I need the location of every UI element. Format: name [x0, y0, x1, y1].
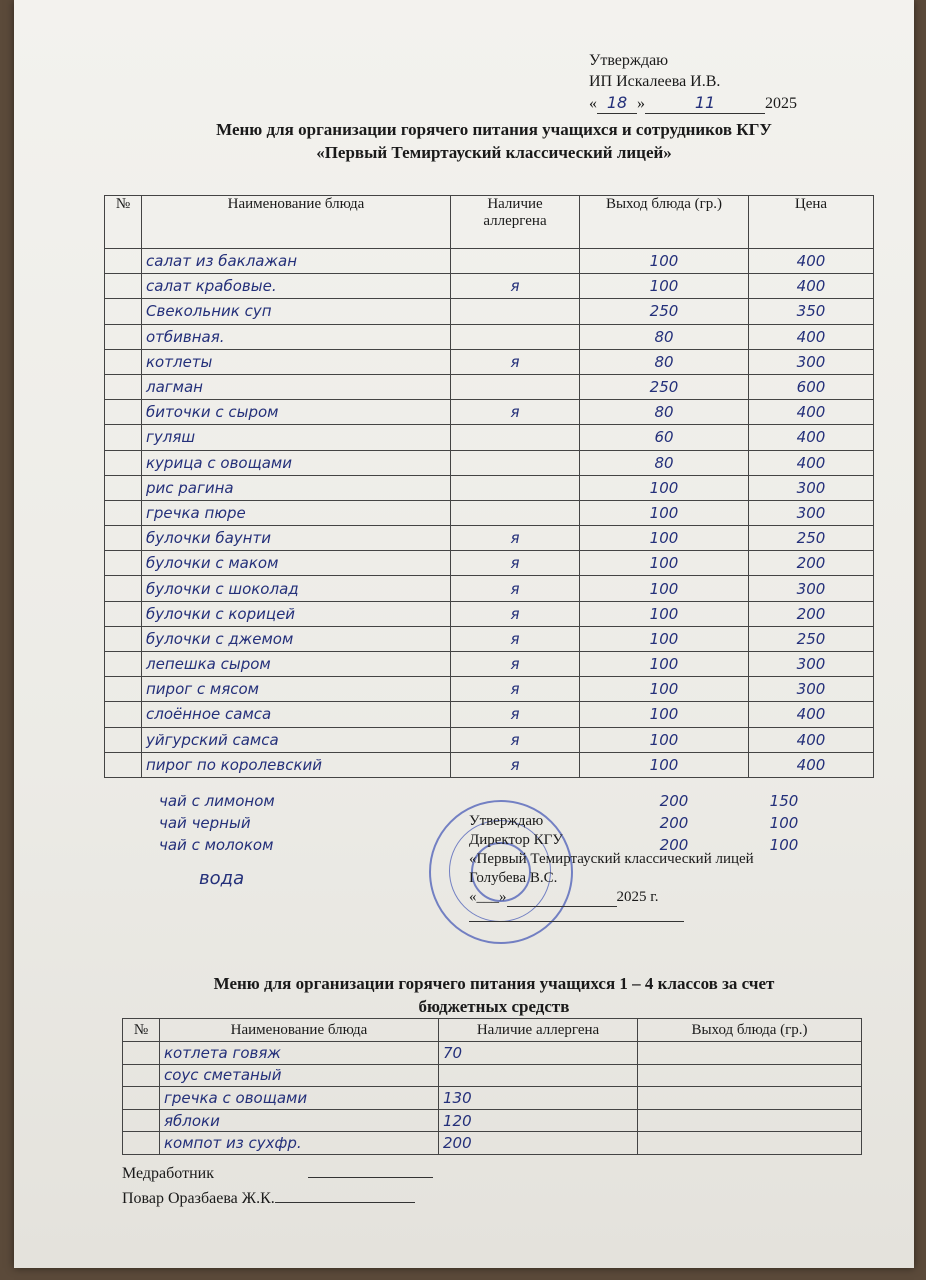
cell-dish-name: курица с овощами	[142, 450, 451, 475]
date-year-bottom: 2025 г.	[616, 889, 659, 905]
cell-yield: 100	[580, 274, 749, 299]
cell-yield	[638, 1132, 862, 1155]
cell-price: 250	[749, 626, 874, 651]
col-number: №	[123, 1019, 160, 1042]
table-row	[105, 551, 874, 576]
cell-dish-name: котлеты	[142, 349, 451, 374]
cell-allergen	[451, 425, 580, 450]
extra-yield: 200	[659, 836, 689, 854]
cell-number	[105, 626, 142, 651]
table-header-row	[105, 196, 874, 249]
approval-block-top	[589, 50, 797, 114]
table-row	[105, 601, 874, 626]
menu-title-2	[124, 972, 864, 1018]
cell-price: 400	[749, 425, 874, 450]
approval-date: « 18 » 11 2025	[589, 93, 797, 112]
cell-yield: 100	[580, 752, 749, 777]
cell-yield: 100	[580, 551, 749, 576]
cell-allergen: 200	[439, 1132, 638, 1155]
cell-number	[123, 1132, 160, 1155]
cell-yield: 100	[580, 249, 749, 274]
cell-yield: 100	[580, 576, 749, 601]
cell-dish-name: отбивная.	[142, 324, 451, 349]
cell-dish-name: гуляш	[142, 425, 451, 450]
cell-number	[105, 374, 142, 399]
cell-allergen: я	[451, 576, 580, 601]
extra-price: 150	[769, 792, 799, 810]
cell-yield: 250	[580, 374, 749, 399]
table-row	[105, 374, 874, 399]
col-dish-name: Наименование блюда	[142, 196, 451, 249]
approver-org: «Первый Темиртауский классический лицей	[469, 851, 754, 867]
menu-title-1-line2: «Первый Темиртауский классический лицей»	[316, 143, 672, 162]
cell-price: 300	[749, 349, 874, 374]
table-row	[105, 299, 874, 324]
cell-number	[105, 349, 142, 374]
table-row	[123, 1042, 862, 1065]
cell-number	[105, 652, 142, 677]
cell-allergen	[451, 500, 580, 525]
cell-price: 300	[749, 652, 874, 677]
cell-yield: 100	[580, 677, 749, 702]
col-price: Цена	[749, 196, 874, 249]
cell-number	[105, 425, 142, 450]
cell-yield	[638, 1087, 862, 1110]
signature-line	[469, 907, 684, 922]
cell-allergen	[451, 374, 580, 399]
medic-label: Медработник	[122, 1165, 214, 1182]
cell-price: 400	[749, 752, 874, 777]
cell-price: 400	[749, 702, 874, 727]
cell-number	[105, 324, 142, 349]
cell-number	[123, 1042, 160, 1065]
extra-yield: 200	[659, 792, 689, 810]
table-row	[123, 1109, 862, 1132]
cell-price: 400	[749, 324, 874, 349]
approval-block-bottom	[469, 812, 754, 922]
cell-allergen: я	[451, 526, 580, 551]
table-header-row	[123, 1019, 862, 1042]
cell-dish-name: гречка пюре	[142, 500, 451, 525]
cell-price: 300	[749, 677, 874, 702]
menu-title-1-line1: Меню для организации горячего питания учащихся и сотрудников КГУ	[216, 120, 772, 139]
cell-allergen: я	[451, 626, 580, 651]
cell-dish-name: биточки с сыром	[142, 400, 451, 425]
cell-yield: 100	[580, 526, 749, 551]
cell-yield: 100	[580, 626, 749, 651]
cell-price: 250	[749, 526, 874, 551]
cell-number	[105, 576, 142, 601]
cell-dish-name: соус сметаный	[160, 1064, 439, 1087]
cell-price: 300	[749, 475, 874, 500]
cell-price: 200	[749, 601, 874, 626]
cook-label: Повар Оразбаева Ж.К.	[122, 1190, 275, 1207]
menu-table-1	[104, 195, 874, 778]
cell-yield: 100	[580, 652, 749, 677]
table-row	[105, 400, 874, 425]
cell-yield: 80	[580, 450, 749, 475]
cell-yield: 100	[580, 727, 749, 752]
menu-sheet	[14, 0, 914, 1268]
cell-allergen: я	[451, 652, 580, 677]
menu-title-2-line1: Меню для организации горячего питания учащихся 1 – 4 классов за счет	[213, 974, 775, 993]
cell-yield	[638, 1042, 862, 1065]
cell-price: 400	[749, 249, 874, 274]
col-number: №	[105, 196, 142, 249]
cell-allergen	[451, 324, 580, 349]
cell-number	[105, 551, 142, 576]
cell-yield: 100	[580, 702, 749, 727]
cell-yield: 60	[580, 425, 749, 450]
cell-dish-name: булочки с джемом	[142, 626, 451, 651]
cell-dish-name: Свекольник суп	[142, 299, 451, 324]
table-row	[105, 626, 874, 651]
extra-dish-name: чай черный	[159, 814, 251, 832]
table-row	[123, 1064, 862, 1087]
cell-number	[123, 1109, 160, 1132]
approval-title: Утверждаю	[589, 52, 669, 69]
approval-date-bottom	[469, 888, 754, 907]
cell-price: 350	[749, 299, 874, 324]
cell-yield	[638, 1064, 862, 1087]
table-row	[105, 752, 874, 777]
cell-dish-name: компот из сухфр.	[160, 1132, 439, 1155]
cell-dish-name: котлета говяж	[160, 1042, 439, 1065]
extra-price: 100	[769, 814, 799, 832]
extra-dish-name: чай с молоком	[159, 836, 274, 854]
cell-dish-name: яблоки	[160, 1109, 439, 1132]
cell-allergen	[451, 475, 580, 500]
cell-price: 600	[749, 374, 874, 399]
cell-allergen	[451, 450, 580, 475]
cell-allergen: 120	[439, 1109, 638, 1132]
col-dish-name: Наименование блюда	[160, 1019, 439, 1042]
cell-allergen: 70	[439, 1042, 638, 1065]
cell-dish-name: булочки с корицей	[142, 601, 451, 626]
cell-dish-name: гречка с овощами	[160, 1087, 439, 1110]
col-allergen: Наличие аллергена	[439, 1019, 638, 1042]
cell-dish-name: лагман	[142, 374, 451, 399]
approver-name-bottom: Голубева В.С.	[469, 870, 558, 886]
cell-yield: 250	[580, 299, 749, 324]
cell-number	[105, 526, 142, 551]
cell-number	[123, 1087, 160, 1110]
cell-allergen	[439, 1064, 638, 1087]
date-day: 18	[597, 92, 637, 114]
cell-dish-name: лепешка сыром	[142, 652, 451, 677]
cell-yield: 80	[580, 349, 749, 374]
cell-yield: 100	[580, 500, 749, 525]
cell-number	[105, 702, 142, 727]
approver-role: Директор КГУ	[469, 832, 563, 848]
cell-dish-name: салат крабовые.	[142, 274, 451, 299]
cell-dish-name: уйгурский самса	[142, 727, 451, 752]
table-row	[105, 576, 874, 601]
cell-allergen: 130	[439, 1087, 638, 1110]
cell-allergen: я	[451, 601, 580, 626]
extra-dish-name: чай с лимоном	[159, 792, 275, 810]
cell-yield: 80	[580, 324, 749, 349]
cell-yield: 100	[580, 601, 749, 626]
table-row	[105, 249, 874, 274]
col-yield: Выход блюда (гр.)	[638, 1019, 862, 1042]
medic-signature	[122, 1163, 433, 1183]
table-row	[105, 500, 874, 525]
table-row	[105, 324, 874, 349]
cell-allergen: я	[451, 400, 580, 425]
menu-title-1	[94, 118, 894, 164]
cell-number	[105, 500, 142, 525]
cell-yield: 100	[580, 475, 749, 500]
table-row	[105, 475, 874, 500]
cell-dish-name: слоённое самса	[142, 702, 451, 727]
cell-dish-name: булочки с маком	[142, 551, 451, 576]
cell-price: 300	[749, 500, 874, 525]
col-yield: Выход блюда (гр.)	[580, 196, 749, 249]
cell-allergen: я	[451, 551, 580, 576]
table-row	[123, 1132, 862, 1155]
approval-title-bottom: Утверждаю	[469, 813, 544, 829]
cell-number	[123, 1064, 160, 1087]
cell-price: 300	[749, 576, 874, 601]
cell-allergen: я	[451, 752, 580, 777]
date-prefix: «___»	[469, 889, 507, 905]
table-row	[105, 702, 874, 727]
cell-yield: 80	[580, 400, 749, 425]
cell-number	[105, 450, 142, 475]
table-row	[105, 727, 874, 752]
cell-price: 400	[749, 727, 874, 752]
menu-table-2	[122, 1018, 862, 1155]
cell-allergen: я	[451, 677, 580, 702]
cell-number	[105, 274, 142, 299]
cell-dish-name: рис рагина	[142, 475, 451, 500]
cell-number	[105, 249, 142, 274]
cell-dish-name: пирог по королевский	[142, 752, 451, 777]
cell-dish-name: салат из баклажан	[142, 249, 451, 274]
cell-allergen: я	[451, 274, 580, 299]
cook-signature	[122, 1188, 415, 1208]
table-row	[123, 1087, 862, 1110]
cell-number	[105, 601, 142, 626]
table-row	[105, 526, 874, 551]
cell-allergen: я	[451, 702, 580, 727]
cell-allergen	[451, 249, 580, 274]
table-row	[105, 677, 874, 702]
cell-allergen: я	[451, 727, 580, 752]
cell-price: 400	[749, 400, 874, 425]
cell-price: 200	[749, 551, 874, 576]
cell-yield	[638, 1109, 862, 1132]
cell-number	[105, 727, 142, 752]
col-allergen: Наличие аллергена	[451, 196, 580, 249]
table-row	[105, 349, 874, 374]
cell-allergen	[451, 299, 580, 324]
cell-dish-name: булочки с шоколад	[142, 576, 451, 601]
extra-price: 100	[769, 836, 799, 854]
cell-price: 400	[749, 274, 874, 299]
cell-number	[105, 677, 142, 702]
table-row	[105, 425, 874, 450]
cell-number	[105, 475, 142, 500]
water-note: вода	[199, 868, 245, 889]
cell-number	[105, 299, 142, 324]
approver-name: ИП Искалеева И.В.	[589, 73, 721, 90]
date-year: 2025	[765, 95, 797, 112]
table-row	[105, 652, 874, 677]
cell-price: 400	[749, 450, 874, 475]
table-row	[105, 274, 874, 299]
cell-dish-name: булочки баунти	[142, 526, 451, 551]
cell-number	[105, 400, 142, 425]
cell-number	[105, 752, 142, 777]
table-row	[105, 450, 874, 475]
date-month: 11	[645, 92, 765, 114]
cell-dish-name: пирог с мясом	[142, 677, 451, 702]
extra-yield: 200	[659, 814, 689, 832]
menu-title-2-line2: бюджетных средств	[418, 997, 570, 1016]
cell-allergen: я	[451, 349, 580, 374]
